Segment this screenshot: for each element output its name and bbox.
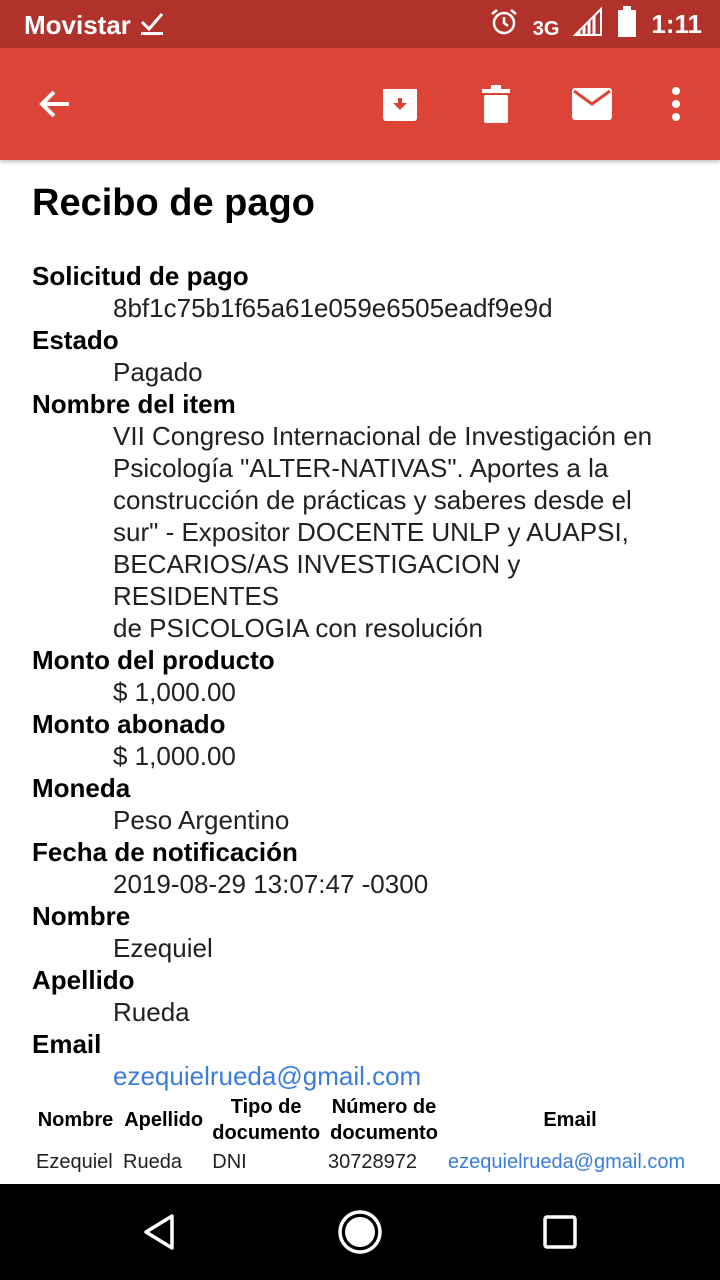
field-label: Fecha de notificación (32, 837, 298, 867)
field-value: Rueda (113, 997, 190, 1027)
alarm-icon (489, 7, 519, 42)
field-label: Monto abonado (32, 709, 226, 739)
item-name-line: Psicología "ALTER-NATIVAS". Aportes a la (113, 453, 609, 483)
recents-square-icon[interactable] (536, 1208, 584, 1256)
table-cell: DNI (212, 1151, 247, 1173)
field-label: Email (32, 1029, 102, 1059)
field-label: Estado (32, 325, 119, 355)
message-body (0, 160, 720, 1184)
table-cell: Ezequiel (36, 1151, 113, 1173)
field-label: Moneda (32, 773, 131, 803)
home-circle-icon[interactable] (336, 1208, 384, 1256)
mail-icon[interactable] (568, 80, 616, 128)
column-header: Email (543, 1109, 597, 1131)
column-header: Apellido (124, 1109, 204, 1131)
back-arrow-icon[interactable] (31, 80, 79, 128)
battery-icon (617, 6, 637, 43)
field-label: Monto del producto (32, 645, 275, 675)
field-value: Peso Argentino (113, 805, 290, 835)
item-name-line: BECARIOS/AS INVESTIGACION y RESIDENTES (113, 549, 521, 611)
field-label: Apellido (32, 965, 135, 995)
field-value: $ 1,000.00 (113, 677, 236, 707)
back-triangle-icon[interactable] (136, 1208, 184, 1256)
field-label: Nombre (32, 901, 131, 931)
column-header: Número de documento (330, 1096, 438, 1144)
item-name-line: sur" - Expositor DOCENTE UNLP y AUAPSI, (113, 517, 629, 547)
more-vert-icon[interactable] (652, 80, 700, 128)
table-cell: 30728972 (328, 1151, 418, 1173)
table-cell: Rueda (123, 1151, 182, 1173)
delete-icon[interactable] (472, 80, 520, 128)
status-bar (0, 0, 720, 48)
email-link[interactable]: ezequielrueda@gmail.com (113, 1061, 422, 1091)
signal-icon (573, 7, 603, 42)
field-value: 2019-08-29 13:07:47 -0300 (113, 869, 429, 899)
field-value: Pagado (113, 357, 203, 387)
item-name-line: VII Congreso Internacional de Investigación en (113, 421, 653, 451)
clock: 1:11 (651, 8, 702, 39)
table-row (34, 1148, 694, 1176)
archive-icon[interactable] (376, 80, 424, 128)
network-type: 3G (532, 17, 560, 40)
field-value: 8bf1c75b1f65a61e059e6505eadf9e9d (113, 293, 553, 323)
field-value: $ 1,000.00 (113, 741, 236, 771)
carrier (24, 9, 165, 42)
navigation-bar (0, 1184, 720, 1280)
table-header-row (34, 1094, 694, 1146)
table-email-link[interactable]: ezequielrueda@gmail.com (448, 1151, 686, 1173)
page-title: Recibo de pago (32, 182, 315, 224)
column-header: Tipo de documento (212, 1096, 321, 1144)
item-name-line: de PSICOLOGIA con resolución (113, 613, 483, 643)
payer-table (30, 1092, 698, 1178)
field-label: Solicitud de pago (32, 261, 249, 291)
check-icon (139, 9, 165, 42)
carrier-name: Movistar (24, 10, 131, 40)
column-header: Nombre (37, 1109, 114, 1131)
receipt-fields (32, 260, 692, 1092)
field-value: Ezequiel (113, 933, 213, 963)
field-label: Nombre del item (32, 389, 236, 419)
app-bar (0, 48, 720, 160)
item-name-line: construcción de prácticas y saberes desde el (113, 485, 632, 515)
